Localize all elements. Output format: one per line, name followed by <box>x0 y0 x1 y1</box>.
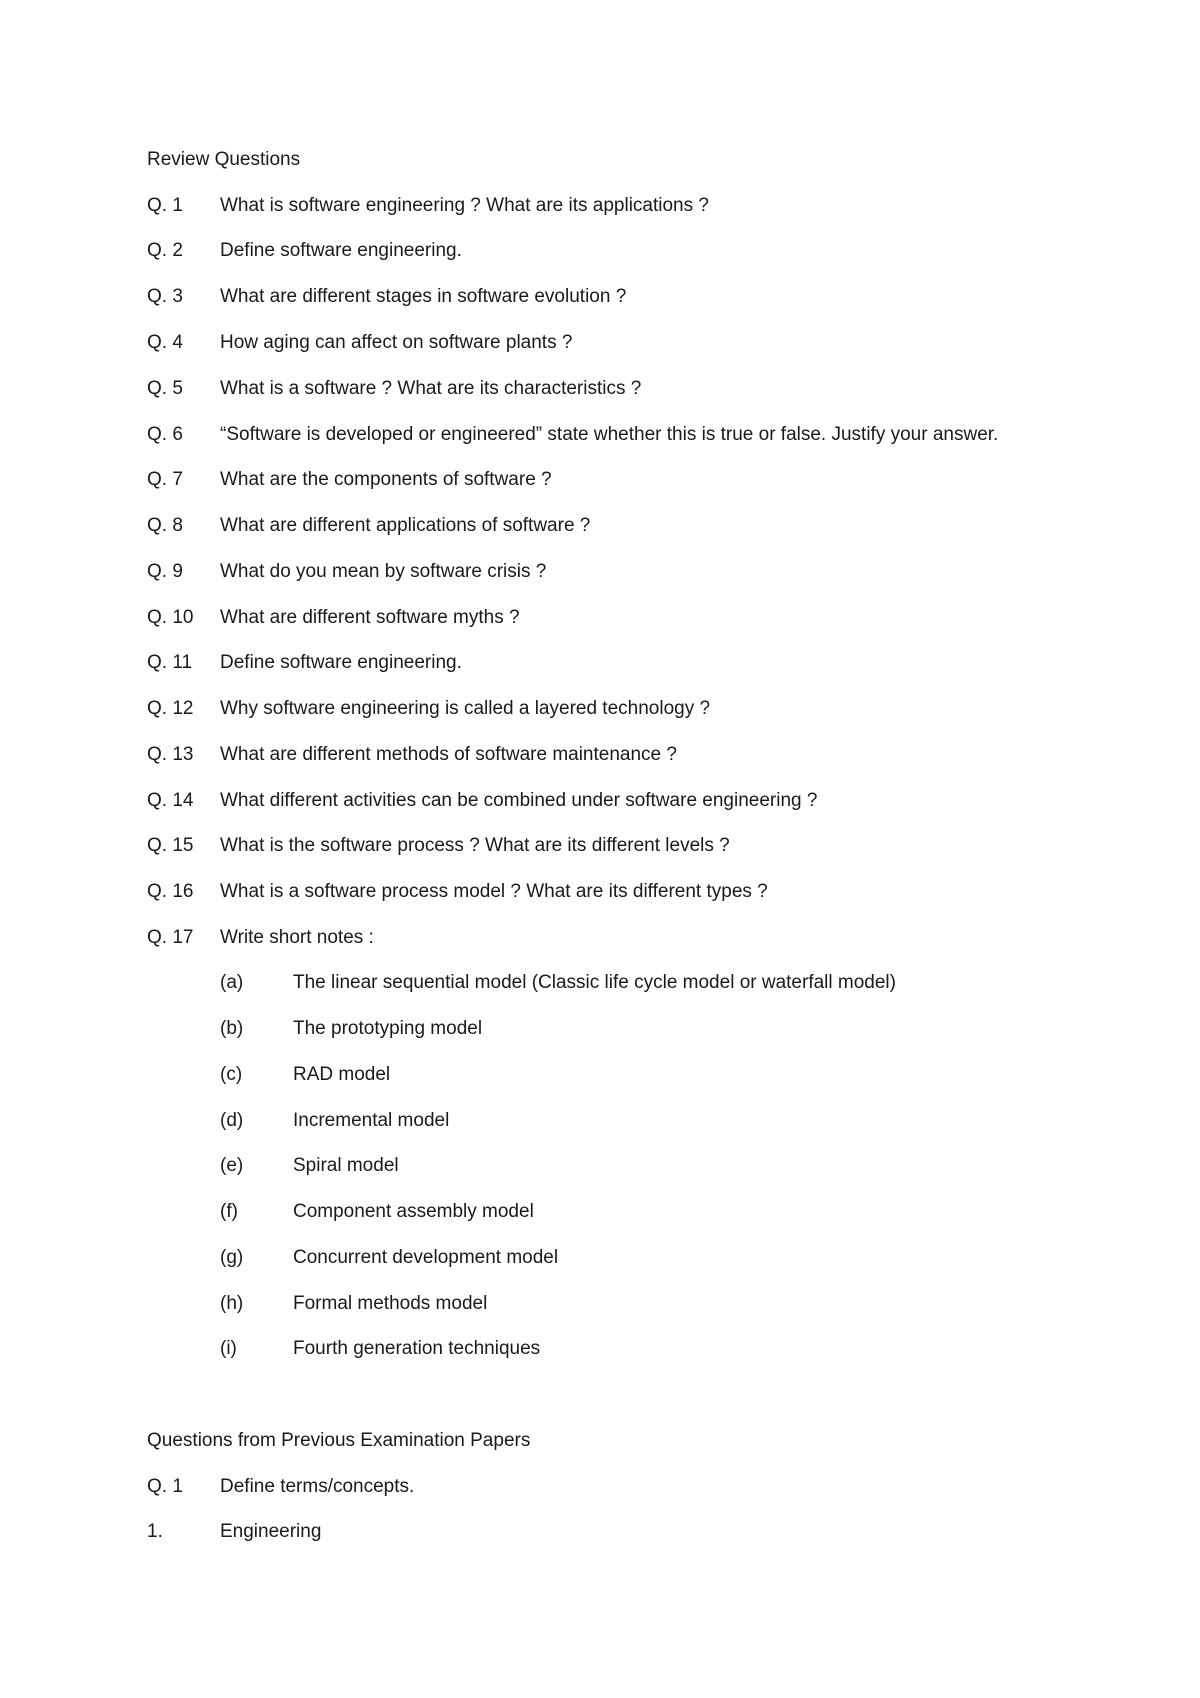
item-letter: (g) <box>220 1247 244 1268</box>
question-number: Q. 12 <box>147 698 194 719</box>
question-text: What are different stages in software evolution ? <box>220 286 627 307</box>
question-text: What is a software process model ? What are its different types ? <box>220 881 768 902</box>
question-text: What is the software process ? What are its different levels ? <box>220 835 730 856</box>
item-text: Incremental model <box>293 1110 450 1131</box>
question-number: Q. 9 <box>147 561 183 582</box>
item-letter: (i) <box>220 1338 237 1359</box>
item-text: Component assembly model <box>293 1201 534 1222</box>
item-letter: (f) <box>220 1201 238 1222</box>
item-text: The prototyping model <box>293 1018 483 1039</box>
question-number: Q. 3 <box>147 286 183 307</box>
question-number: Q. 4 <box>147 332 183 353</box>
question-number: Q. 7 <box>147 469 183 490</box>
question-text: What are different applications of software ? <box>220 515 591 536</box>
item-letter: (b) <box>220 1018 244 1039</box>
question-text: Define terms/concepts. <box>220 1476 415 1497</box>
question-number: Q. 1 <box>147 1476 183 1497</box>
term-number: 1. <box>147 1521 163 1542</box>
question-number: Q. 14 <box>147 790 194 811</box>
item-letter: (e) <box>220 1155 244 1176</box>
question-text: Define software engineering. <box>220 652 462 673</box>
item-letter: (d) <box>220 1110 244 1131</box>
item-letter: (h) <box>220 1293 244 1314</box>
question-number: Q. 6 <box>147 424 183 445</box>
question-number: Q. 15 <box>147 835 194 856</box>
question-number: Q. 17 <box>147 927 194 948</box>
question-text: Define software engineering. <box>220 240 462 261</box>
question-number: Q. 2 <box>147 240 183 261</box>
question-text: What are different methods of software maintenance ? <box>220 744 677 765</box>
question-text: What are the components of software ? <box>220 469 552 490</box>
question-text: What is software engineering ? What are its applications ? <box>220 195 709 216</box>
item-text: Fourth generation techniques <box>293 1338 541 1359</box>
item-text: RAD model <box>293 1064 391 1085</box>
question-text: How aging can affect on software plants ? <box>220 332 573 353</box>
question-number: Q. 13 <box>147 744 194 765</box>
question-text: Write short notes : <box>220 927 374 948</box>
question-text: “Software is developed or engineered” state whether this is true or false. Justify your answer. <box>220 424 999 445</box>
term-text: Engineering <box>220 1521 322 1542</box>
item-letter: (a) <box>220 972 244 993</box>
question-text: What different activities can be combined under software engineering ? <box>220 790 818 811</box>
question-number: Q. 8 <box>147 515 183 536</box>
exam-questions-heading: Questions from Previous Examination Papers <box>147 1430 531 1451</box>
question-number: Q. 11 <box>147 652 193 673</box>
item-text: The linear sequential model (Classic life cycle model or waterfall model) <box>293 972 896 993</box>
question-number: Q. 1 <box>147 195 183 216</box>
question-text: What is a software ? What are its characteristics ? <box>220 378 642 399</box>
item-text: Spiral model <box>293 1155 399 1176</box>
question-text: What do you mean by software crisis ? <box>220 561 547 582</box>
question-text: Why software engineering is called a layered technology ? <box>220 698 711 719</box>
question-number: Q. 5 <box>147 378 183 399</box>
question-number: Q. 10 <box>147 607 194 628</box>
item-text: Concurrent development model <box>293 1247 559 1268</box>
item-letter: (c) <box>220 1064 243 1085</box>
review-questions-heading: Review Questions <box>147 149 301 170</box>
item-text: Formal methods model <box>293 1293 488 1314</box>
question-number: Q. 16 <box>147 881 194 902</box>
question-text: What are different software myths ? <box>220 607 520 628</box>
